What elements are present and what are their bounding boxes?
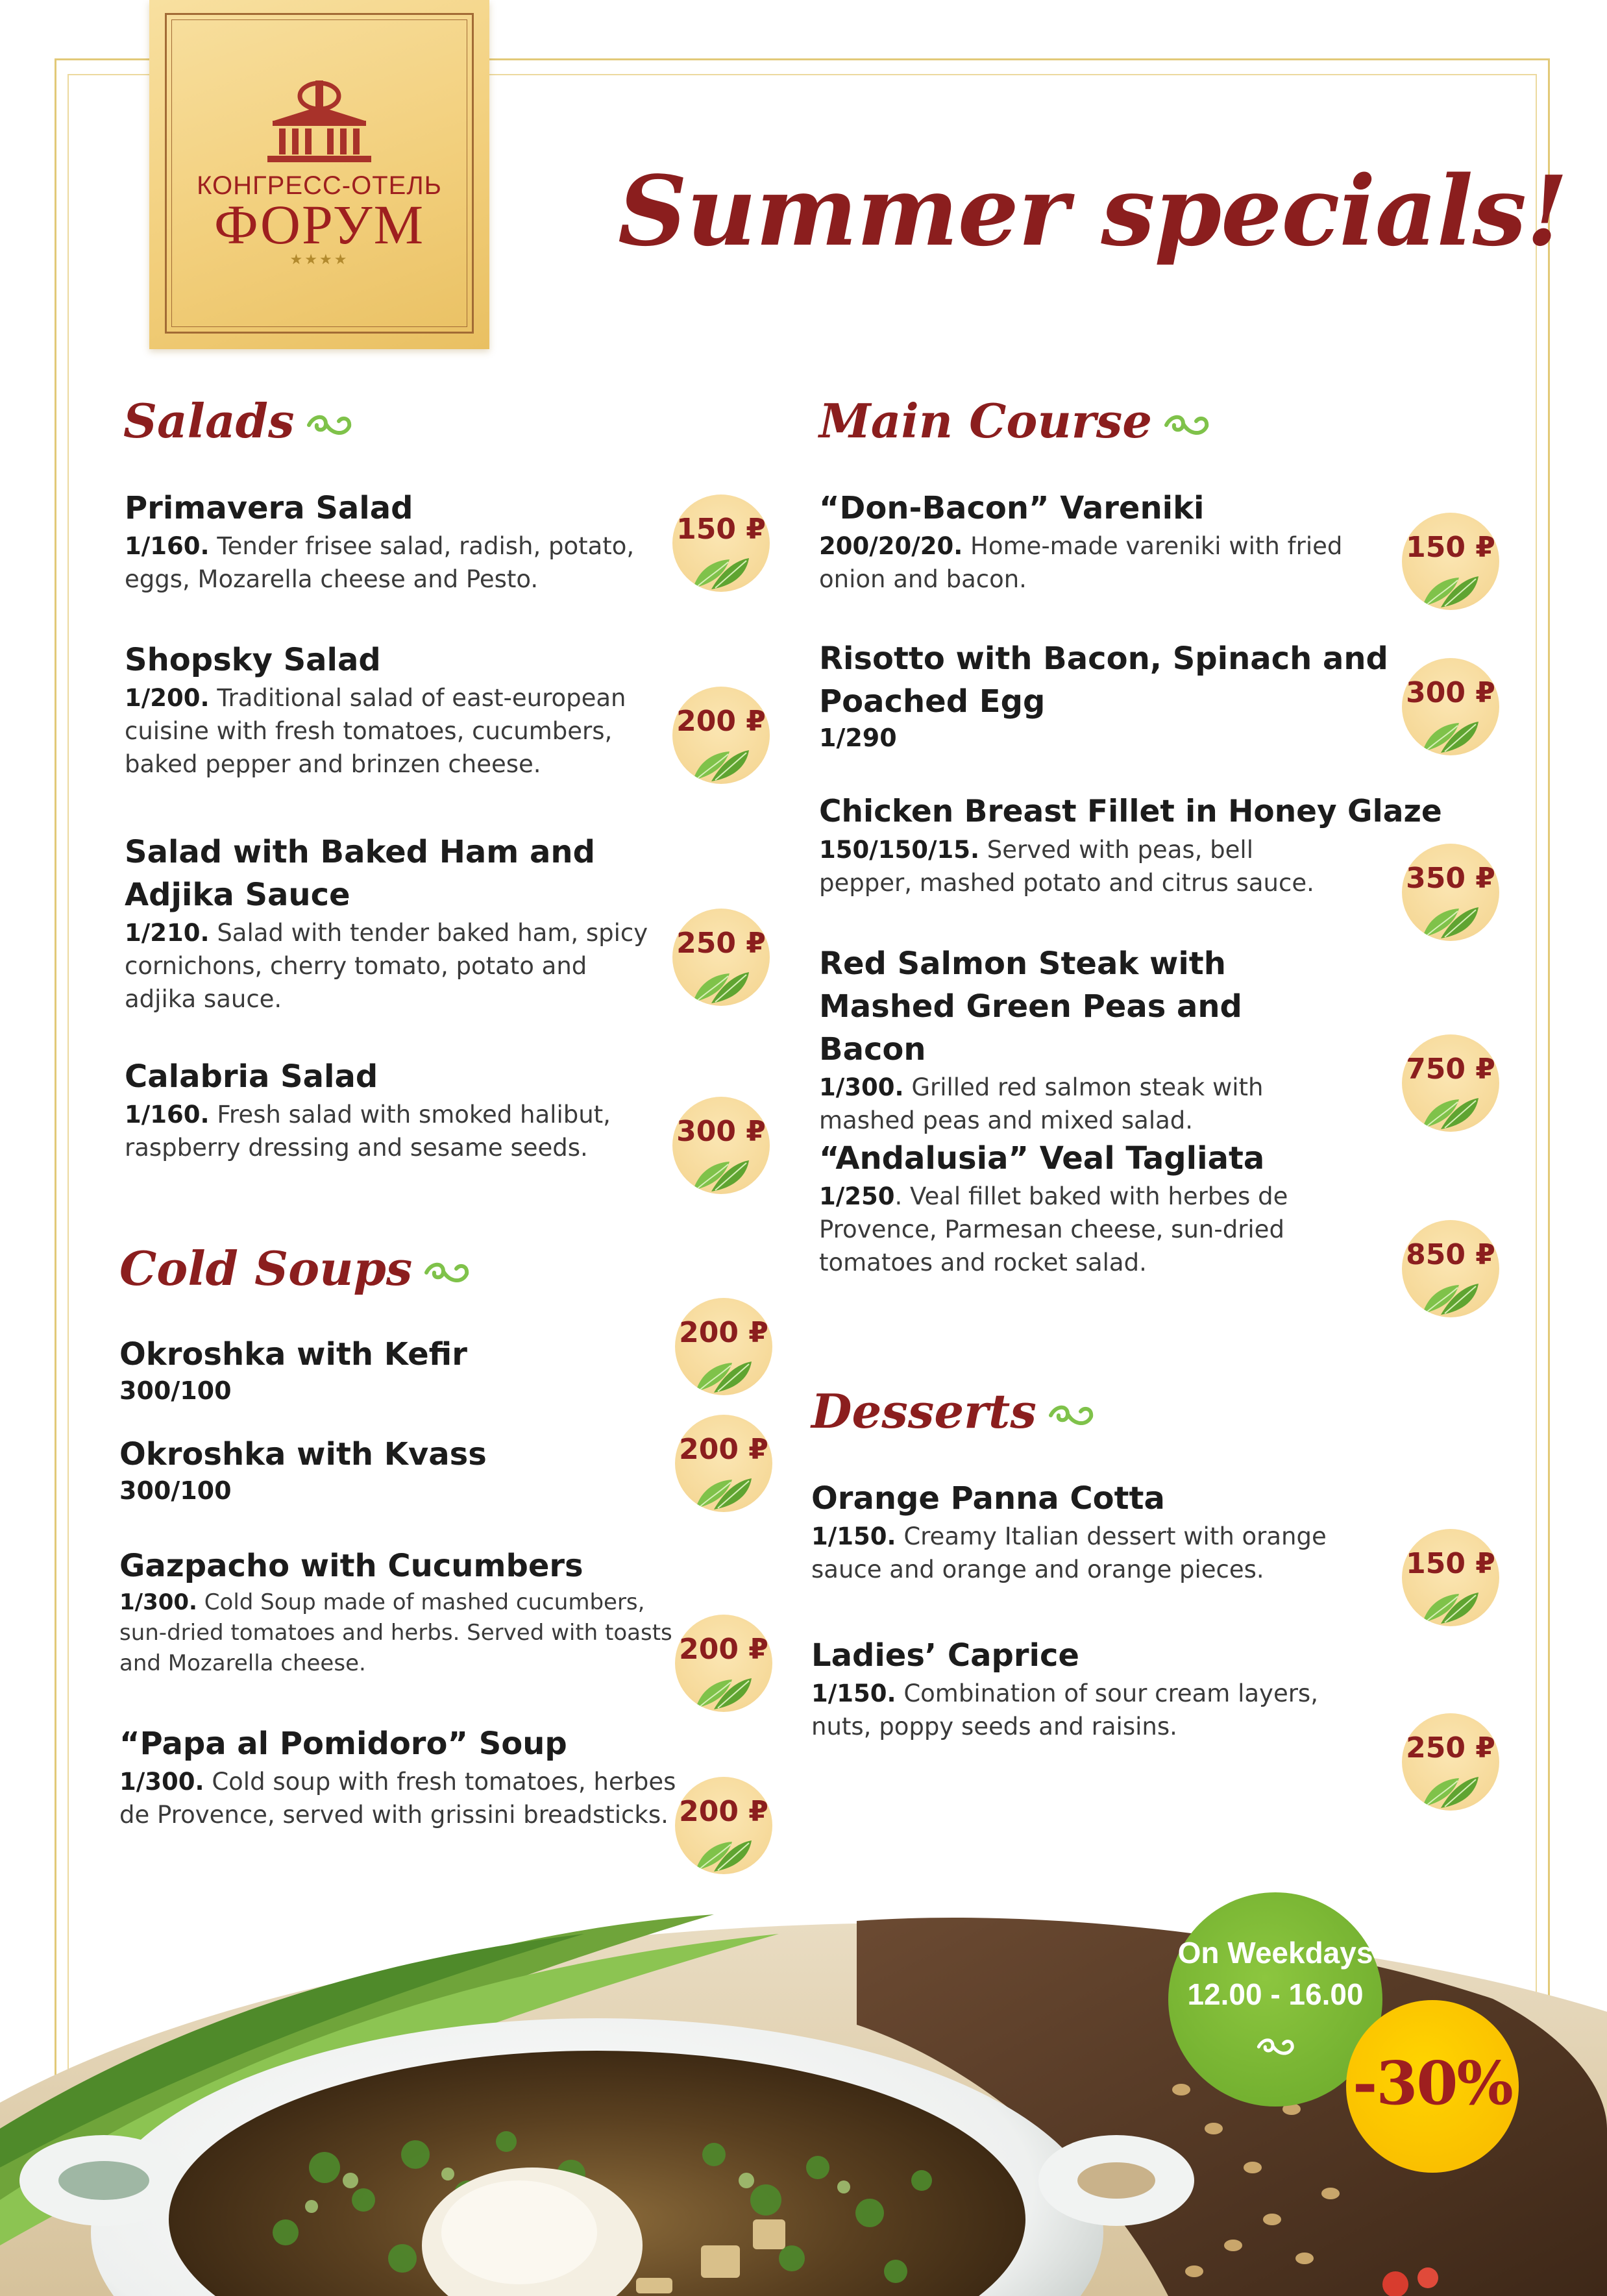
leaf-icon [694, 1472, 753, 1511]
item-desc-text: Combination of sour cream layers, nuts, poppy seeds and raisins. [811, 1679, 1318, 1740]
item-weight: 1/300. [119, 1589, 197, 1615]
item-description [125, 916, 657, 1016]
item-weight: 1/160. [125, 1101, 210, 1129]
price-badge [675, 1298, 772, 1395]
item-desc-text: Served with peas, bell pepper, mashed potato and citrus sauce. [819, 836, 1314, 897]
price-badge [672, 687, 770, 784]
item-weight: 1/150. [811, 1679, 896, 1707]
leaf-icon [694, 1355, 753, 1394]
menu-item [119, 1433, 691, 1506]
leaf-icon [1421, 901, 1480, 940]
menu-item [119, 1722, 691, 1831]
price-badge [675, 1777, 772, 1874]
leaf-icon [694, 1672, 753, 1711]
swirl-ornament-icon [1257, 2034, 1295, 2060]
item-name: Shopsky Salad [125, 642, 381, 678]
item-description [811, 1520, 1382, 1586]
item-name: Calabria Salad [125, 1058, 378, 1095]
promo-line2: 12.00 - 16.00 [1187, 1977, 1364, 2011]
price-badge [1402, 1529, 1499, 1626]
price-text: 150 ₽ [1406, 531, 1495, 564]
item-name: Orange Panna Cotta [811, 1480, 1165, 1517]
price-badge [1402, 1220, 1499, 1317]
item-name: “Don-Bacon” Vareniki [819, 490, 1205, 526]
item-name: Red Salmon Steak with Mashed Green Peas and Bacon [819, 946, 1242, 1068]
price-text: 300 ₽ [1406, 676, 1495, 709]
leaf-icon [692, 1154, 750, 1193]
menu-item [119, 1545, 691, 1679]
price-badge [1402, 844, 1499, 941]
logo-text-line2: ФОРУМ [214, 193, 425, 256]
item-weight: 200/20/20. [819, 532, 963, 560]
leaf-icon [692, 552, 750, 591]
price-text: 350 ₽ [1406, 862, 1495, 895]
item-desc-text: Cold soup with fresh tomatoes, herbes de Provence, served with grissini breadsticks. [119, 1768, 676, 1829]
section-heading-salads [123, 393, 353, 448]
item-description [819, 530, 1351, 596]
price-badge [1402, 658, 1499, 755]
item-weight: 300/100 [119, 1376, 232, 1405]
price-badge [1402, 1034, 1499, 1132]
item-weight: 1/200. [125, 684, 210, 712]
section-heading-text: Cold Soups [119, 1241, 413, 1296]
item-weight: 300/100 [119, 1476, 232, 1505]
promo-line1: On Weekdays [1177, 1936, 1373, 1970]
leaf-icon [1421, 570, 1480, 609]
item-name: “Andalusia” Veal Tagliata [819, 1140, 1265, 1177]
item-desc-text: Salad with tender baked ham, spicy cornichons, cherry tomato, potato and adjika sauce. [125, 919, 648, 1013]
item-weight: 1/250 [819, 1182, 895, 1210]
item-weight: 1/150. [811, 1522, 896, 1550]
item-description [811, 1677, 1369, 1743]
section-heading-main-course [819, 393, 1210, 448]
menu-item [811, 1634, 1408, 1743]
item-weight: 1/300. [819, 1073, 904, 1101]
leaf-icon [1421, 1770, 1480, 1809]
item-description [819, 1180, 1403, 1279]
section-heading-text: Salads [123, 393, 295, 448]
menu-item [125, 487, 696, 596]
menu-item [819, 942, 1416, 1137]
item-name: Ladies’ Caprice [811, 1637, 1079, 1674]
leaf-icon [692, 744, 750, 783]
menu-item [125, 831, 696, 1016]
item-desc-text: Home-made vareniki with fried onion and bacon. [819, 532, 1343, 593]
item-name: Okroshka with Kefir [119, 1336, 467, 1373]
swirl-ornament-icon [424, 1260, 471, 1286]
item-name: Salad with Baked Ham and Adjika Sauce [125, 834, 595, 913]
logo-stars: ★★★★ [289, 252, 349, 268]
item-desc-text: . Veal fillet baked with herbes de Provence, Parmesan cheese, sun-dried tomatoes and rocket salad. [819, 1182, 1288, 1276]
menu-item [819, 790, 1442, 899]
price-text: 300 ₽ [676, 1115, 766, 1148]
swirl-ornament-icon [1048, 1402, 1095, 1428]
price-text: 250 ₽ [1406, 1731, 1495, 1765]
section-heading-cold-soups [119, 1241, 471, 1296]
menu-item [125, 1055, 696, 1164]
item-description [125, 530, 644, 596]
item-name: Gazpacho with Cucumbers [119, 1548, 583, 1584]
price-text: 150 ₽ [1406, 1547, 1495, 1580]
item-weight: 1/290 [819, 724, 897, 752]
item-weight: 1/210. [125, 919, 210, 947]
menu-item [119, 1333, 691, 1406]
price-badge [675, 1415, 772, 1512]
section-heading-text: Main Course [819, 393, 1153, 448]
discount-badge [1346, 2000, 1519, 2173]
item-desc-text: Creamy Italian dessert with orange sauce and orange and orange pieces. [811, 1522, 1327, 1583]
menu-item [819, 487, 1416, 596]
price-badge [672, 1097, 770, 1194]
item-description [819, 1071, 1351, 1137]
menu-item [125, 639, 696, 781]
discount-text: -30% [1353, 2048, 1512, 2118]
leaf-icon [694, 1834, 753, 1873]
price-text: 150 ₽ [676, 513, 766, 546]
swirl-ornament-icon [1164, 412, 1210, 438]
item-weight: 1/300. [119, 1768, 204, 1796]
swirl-ornament-icon [306, 412, 353, 438]
item-description [119, 1765, 678, 1831]
price-text: 850 ₽ [1406, 1238, 1495, 1271]
price-badge [672, 495, 770, 592]
price-badge [672, 909, 770, 1006]
price-text: 250 ₽ [676, 927, 766, 960]
leaf-icon [1421, 1586, 1480, 1625]
item-name: Primavera Salad [125, 490, 413, 526]
item-description [125, 1098, 618, 1164]
price-text: 200 ₽ [679, 1316, 768, 1349]
building-emblem-icon [261, 80, 378, 165]
menu-item [811, 1477, 1408, 1586]
item-name: Risotto with Bacon, Spinach and Poached Egg [819, 641, 1388, 720]
leaf-icon [1421, 1092, 1480, 1130]
price-badge [1402, 1713, 1499, 1811]
price-badge [675, 1615, 772, 1712]
price-text: 200 ₽ [679, 1633, 768, 1666]
item-description [119, 1587, 684, 1679]
price-badge [1402, 513, 1499, 610]
leaf-icon [1421, 715, 1480, 754]
price-text: 200 ₽ [676, 705, 766, 738]
logo-text-line1: КОНГРЕСС-ОТЕЛЬ [197, 171, 442, 200]
item-weight: 1/160. [125, 532, 210, 560]
item-name: Okroshka with Kvass [119, 1436, 487, 1472]
leaf-icon [692, 966, 750, 1005]
leaf-icon [1421, 1277, 1480, 1316]
price-text: 200 ₽ [679, 1795, 768, 1828]
item-desc-text: Grilled red salmon steak with mashed peas and mixed salad. [819, 1073, 1264, 1134]
section-heading-desserts [811, 1384, 1095, 1439]
section-heading-text: Desserts [811, 1384, 1037, 1439]
menu-item [819, 1137, 1416, 1279]
item-description [819, 833, 1351, 899]
item-desc-text: Cold Soup made of mashed cucumbers, sun-dried tomatoes and herbs. Served with toasts and Mozarella cheese. [119, 1589, 672, 1676]
price-text: 750 ₽ [1406, 1053, 1495, 1086]
page-title: Summer specials! [618, 154, 1568, 267]
hotel-logo [149, 0, 489, 349]
item-weight: 150/150/15. [819, 836, 980, 864]
menu-item [819, 637, 1416, 753]
item-desc-text: Fresh salad with smoked halibut, raspberry dressing and sesame seeds. [125, 1101, 611, 1162]
item-desc-text: Traditional salad of east-european cuisine with fresh tomatoes, cucumbers, baked pepper and brinzen cheese. [125, 684, 626, 778]
item-desc-text: Tender frisee salad, radish, potato, eggs, Mozarella cheese and Pesto. [125, 532, 635, 593]
item-name: Chicken Breast Fillet in Honey Glaze [819, 794, 1442, 829]
price-text: 200 ₽ [679, 1433, 768, 1466]
item-description [125, 681, 657, 781]
item-name: “Papa al Pomidoro” Soup [119, 1726, 567, 1762]
